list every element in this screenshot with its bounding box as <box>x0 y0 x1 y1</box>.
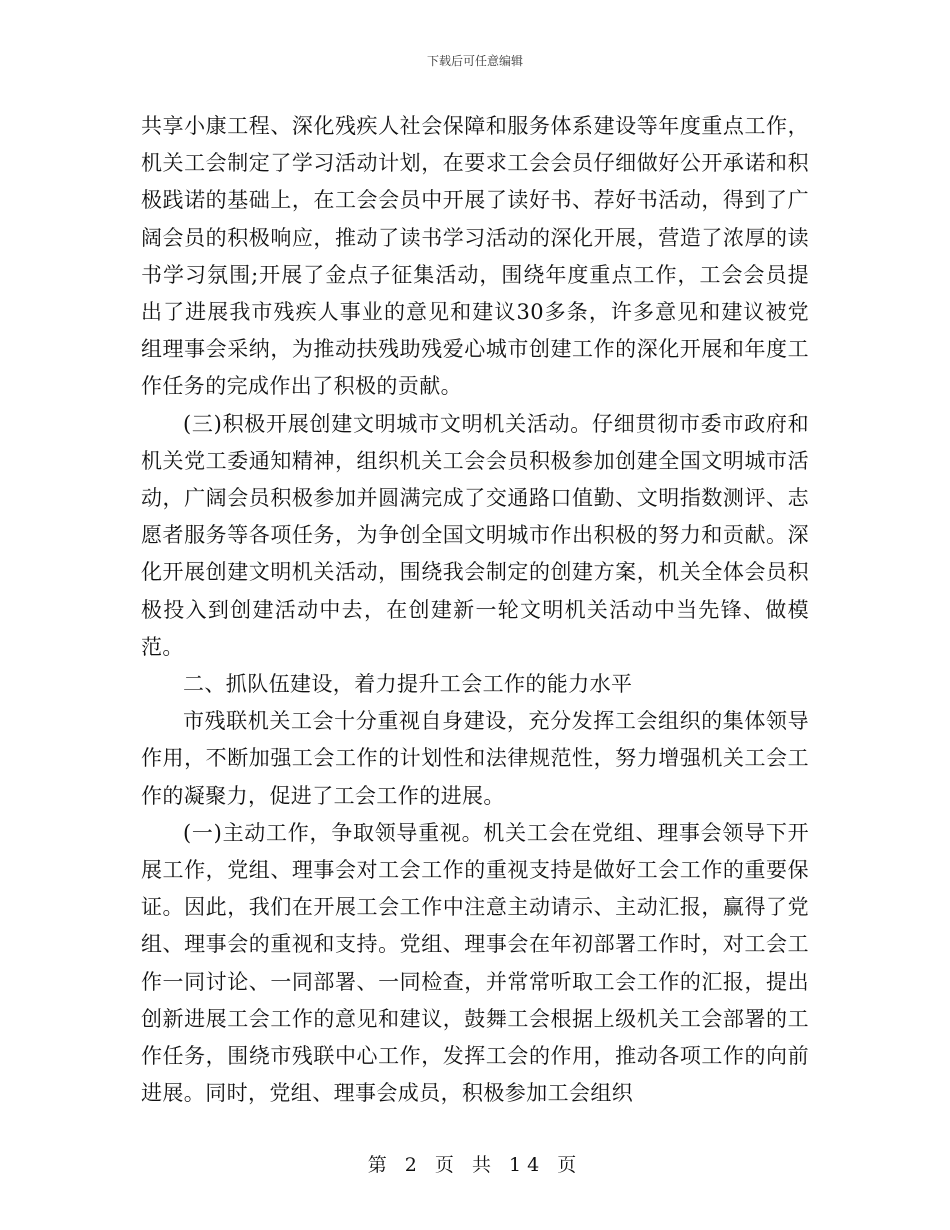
paragraph-civilized-city: (三)积极开展创建文明城市文明机关活动。仔细贯彻市委市政府和机关党工委通知精神，组织机关工会会员积极参加创建全国文明城市活动，广阔会员积极参加并圆满完成了交通路口值勤、文明指数测评、志愿者服务等各项任务，为争创全国文明城市作出积极的努力和贡献。深化开展创建文明机关活动，围绕我会制定的创建方案，机关全体会员积极投入到创建活动中去，在创建新一轮文明机关活动中当先锋、做模范。 <box>141 411 809 659</box>
footer-prefix: 第 <box>367 1154 393 1176</box>
paragraph-continuation: 共享小康工程、深化残疾人社会保障和服务体系建设等年度重点工作，机关工会制定了学习活动计划，在要求工会会员仔细做好公开承诺和积极践诺的基础上，在工会会员中开展了读好书、荐好书活动，得到了广阔会员的积极响应，推动了读书学习活动的深化开展，营造了浓厚的读书学习氛围;开展了金点子征集活动，围绕年度重点工作，工会会员提出了进展我市残疾人事业的意见和建议30多条，许多意见和建议被党组理事会采纳，为推动扶残助残爱心城市创建工作的深化开展和年度工作任务的完成作出了积极的贡献。 <box>141 114 809 399</box>
paragraph-leadership-attention: (一)主动工作，争取领导重视。机关工会在党组、理事会领导下开展工作，党组、理事会对工会工作的重视支持是做好工会工作的重要保证。因此，我们在开展工会工作中注意主动请示、主动汇报，赢得了党组、理事会的重视和支持。党组、理事会在年初部署工作时，对工会工作一同讨论、一同部署、一同检查，并常常听取工会工作的汇报，提出创新进展工会工作的意见和建议，鼓舞工会根据上级机关工会部署的工作任务，围绕市残联中心工作，发挥工会的作用，推动各项工作的向前进展。同时，党组、理事会成员，积极参加工会组织 <box>141 820 809 1106</box>
page-footer <box>0 1150 950 1177</box>
footer-suffix: 页 <box>557 1154 583 1176</box>
document-body <box>141 108 809 1112</box>
section-heading-team-building: 二、抓队伍建设，着力提升工会工作的能力水平 <box>183 672 633 697</box>
footer-current-page: 2 <box>404 1154 423 1176</box>
footer-middle: 页 共 <box>434 1154 497 1176</box>
header-note: 下载后可任意编辑 <box>426 54 523 68</box>
paragraph-self-building: 市残联机关工会十分重视自身建设，充分发挥工会组织的集体领导作用，不断加强工会工作的计划性和法律规范性，努力增强机关工会工作的凝聚力，促进了工会工作的进展。 <box>141 709 809 808</box>
footer-total-pages: 14 <box>509 1154 546 1176</box>
